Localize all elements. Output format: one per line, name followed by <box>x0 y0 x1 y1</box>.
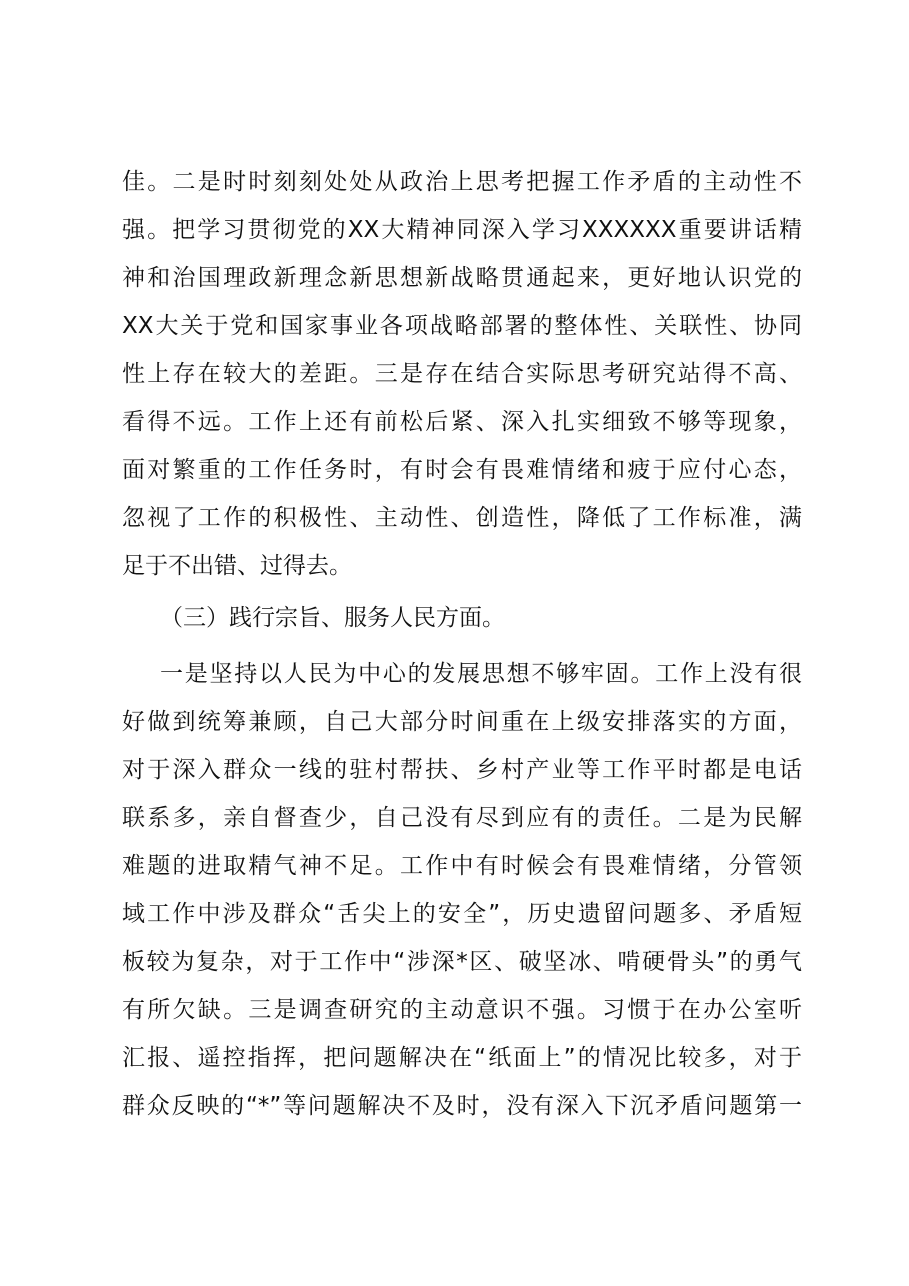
paragraph-line: 强。把学习贯彻党的XX大精神同深入学习XXXXXX重要讲话精 <box>122 217 802 243</box>
paragraph-line: XX大关于党和国家事业各项战略部署的整体性、关联性、协同 <box>122 313 802 339</box>
section-heading: （三）践行宗旨、服务人民方面。 <box>160 605 505 631</box>
paragraph-line: 有所欠缺。三是调查研究的主动意识不强。习惯于在办公室听 <box>122 997 802 1023</box>
paragraph-line: 神和治国理政新理念新思想新战略贯通起来，更好地认识党的 <box>122 265 802 291</box>
paragraph-line: 面对繁重的工作任务时，有时会有畏难情绪和疲于应付心态， <box>122 457 802 483</box>
paragraph-line: 难题的进取精气神不足。工作中有时候会有畏难情绪，分管领 <box>122 853 802 879</box>
paragraph-line: 对于深入群众一线的驻村帮扶、乡村产业等工作平时都是电话 <box>122 757 802 783</box>
paragraph-line: 忽视了工作的积极性、主动性、创造性，降低了工作标准，满 <box>122 505 802 531</box>
paragraph-line: 性上存在较大的差距。三是存在结合实际思考研究站得不高、 <box>122 361 802 387</box>
paragraph-line: 汇报、遥控指挥，把问题解决在“纸面上”的情况比较多，对于 <box>122 1045 802 1071</box>
paragraph-line: 佳。二是时时刻刻处处从政治上思考把握工作矛盾的主动性不 <box>122 169 802 195</box>
paragraph-line: 好做到统筹兼顾，自己大部分时间重在上级安排落实的方面， <box>122 709 802 735</box>
paragraph-line: 一是坚持以人民为中心的发展思想不够牢固。工作上没有很 <box>160 661 802 687</box>
paragraph-line: 域工作中涉及群众“舌尖上的安全”，历史遗留问题多、矛盾短 <box>122 901 802 927</box>
paragraph-line: 联系多，亲自督查少，自己没有尽到应有的责任。二是为民解 <box>122 805 802 831</box>
paragraph-line: 看得不远。工作上还有前松后紧、深入扎实细致不够等现象， <box>122 409 802 435</box>
paragraph-line: 足于不出错、过得去。 <box>122 553 352 579</box>
paragraph-line: 群众反映的“*”等问题解决不及时，没有深入下沉矛盾问题第一 <box>122 1093 802 1119</box>
paragraph-line: 板较为复杂，对于工作中“涉深*区、破坚冰、啃硬骨头”的勇气 <box>122 949 802 975</box>
